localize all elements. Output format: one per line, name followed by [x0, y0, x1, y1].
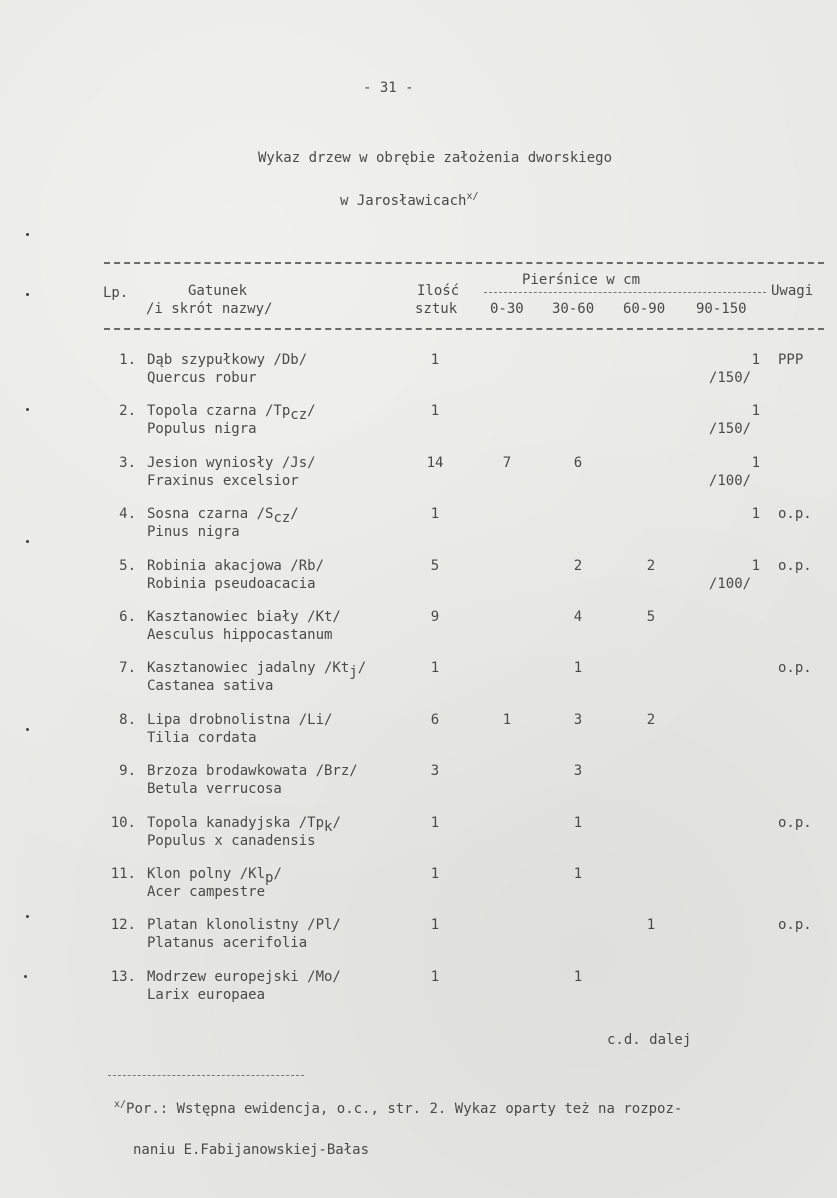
- species-name-text: Kasztanowiec jadalny /Kt: [147, 660, 350, 677]
- table-row: [0, 917, 837, 969]
- remarks: o.p.: [778, 557, 812, 574]
- header-gatunek: Gatunek: [188, 283, 248, 299]
- species-latin-name: Larix europaea: [147, 986, 266, 1003]
- table-row: [0, 969, 837, 1021]
- row-number: 7.: [119, 660, 136, 677]
- count-0-30: 1: [502, 711, 512, 728]
- species-abbrev-end: /: [332, 814, 341, 831]
- species-latin-name: Pinus nigra: [147, 524, 240, 541]
- header-lp: Lp.: [103, 285, 129, 301]
- species-abbrev-subscript: j: [349, 664, 358, 681]
- header-range-30-60: 30-60: [552, 301, 595, 317]
- species-name: [147, 558, 324, 574]
- document-title-line2: [340, 189, 478, 209]
- footnote-line2: naniu E.Fabijanowskiej-Bałas: [133, 1142, 370, 1158]
- count-30-60: 1: [573, 968, 583, 985]
- species-abbrev-end: /: [273, 866, 282, 882]
- remarks: o.p.: [778, 814, 812, 831]
- circumference-note: /150/: [708, 421, 752, 438]
- row-number: 3.: [119, 454, 136, 471]
- header-range-0-30: 0-30: [490, 301, 524, 317]
- row-number: 11.: [110, 866, 136, 882]
- species-abbrev-subscript: k: [324, 818, 333, 835]
- quantity: 1: [430, 506, 440, 523]
- page-number: - 31 -: [363, 80, 414, 96]
- footnote-rule: [108, 1075, 304, 1076]
- quantity: 14: [426, 454, 444, 471]
- row-number: 2.: [119, 403, 136, 420]
- quantity: 5: [430, 557, 440, 574]
- species-latin-name: Populus x canadensis: [147, 832, 316, 849]
- quantity: 1: [430, 968, 440, 985]
- header-uwagi: Uwagi: [771, 283, 814, 299]
- continuation-note: c.d. dalej: [607, 1032, 692, 1048]
- table-row: [0, 660, 837, 712]
- header-sub-rule: [484, 292, 766, 293]
- count-90-150: 1: [751, 403, 760, 420]
- species-latin-name: Aesculus hippocastanum: [147, 627, 333, 643]
- header-gatunek-sub: /i skrót nazwy/: [146, 301, 273, 317]
- species-name-text: Dąb szypułkowy /Db/: [147, 352, 308, 368]
- species-abbrev-end: /: [290, 506, 299, 523]
- row-number: 5.: [119, 557, 136, 574]
- species-name-text: Robinia akacjowa /Rb/: [147, 557, 325, 574]
- table-top-rule: [104, 262, 824, 264]
- count-30-60: 3: [573, 711, 583, 728]
- species-name: [147, 455, 316, 471]
- species-name-text: Platan klonolistny /Pl/: [147, 917, 341, 934]
- circumference-note: /100/: [708, 575, 752, 592]
- table-row: [0, 763, 837, 815]
- footnote-mark: x/: [114, 1099, 127, 1110]
- count-30-60: 1: [573, 866, 583, 882]
- margin-dot: [26, 233, 29, 236]
- remarks: o.p.: [778, 660, 812, 677]
- species-name: [147, 712, 332, 728]
- species-name-text: Topola czarna /Tp: [147, 403, 291, 420]
- species-abbrev-end: /: [357, 660, 367, 677]
- species-name-text: Sosna czarna /S: [147, 506, 274, 523]
- species-name-text: Jesion wyniosły /Js/: [147, 454, 316, 471]
- header-sztuk: sztuk: [415, 301, 458, 317]
- row-number: 10.: [110, 814, 136, 831]
- species-name: [147, 969, 341, 985]
- row-number: 4.: [119, 506, 136, 523]
- circumference-note: /150/: [708, 370, 752, 386]
- species-latin-name: Tilia cordata: [147, 729, 257, 746]
- quantity: 6: [430, 711, 440, 728]
- quantity: 1: [430, 814, 440, 831]
- remarks: o.p.: [778, 506, 812, 523]
- species-abbrev-subscript: p: [265, 870, 274, 886]
- table-row: [0, 866, 837, 918]
- species-name-text: Kasztanowiec biały /Kt/: [147, 609, 341, 625]
- species-abbrev-subscript: cz: [273, 510, 291, 527]
- title-place: w Jarosławicach: [340, 193, 467, 209]
- row-number: 1.: [119, 352, 136, 368]
- quantity: 3: [430, 763, 440, 780]
- row-number: 8.: [119, 711, 136, 728]
- species-latin-name: Betula verrucosa: [147, 781, 282, 798]
- species-name: [147, 917, 341, 933]
- count-60-90: 1: [646, 917, 656, 934]
- table-row: [0, 558, 837, 610]
- count-30-60: 1: [573, 814, 583, 831]
- species-latin-name: Robinia pseudoacacia: [147, 575, 316, 592]
- species-abbrev-subscript: cz: [290, 407, 308, 424]
- count-60-90: 2: [646, 711, 656, 728]
- row-number: 13.: [110, 968, 136, 985]
- table-row: [0, 352, 837, 404]
- quantity: 1: [430, 866, 440, 882]
- count-90-150: 1: [751, 454, 760, 471]
- header-range-60-90: 60-90: [623, 301, 666, 317]
- table-row: [0, 815, 837, 867]
- row-number: 12.: [110, 917, 136, 934]
- header-range-90-150: 90-150: [696, 301, 747, 317]
- remarks: PPP: [778, 352, 804, 368]
- species-name: [147, 866, 282, 886]
- species-name: [147, 352, 307, 368]
- species-latin-name: Acer campestre: [147, 884, 266, 900]
- header-ilosc: Ilość: [417, 283, 460, 299]
- count-30-60: 6: [573, 454, 583, 471]
- quantity: 9: [430, 609, 440, 625]
- species-name: [147, 815, 341, 835]
- species-name-text: Lipa drobnolistna /Li/: [147, 711, 333, 728]
- species-name: [147, 403, 316, 423]
- species-name: [147, 609, 341, 625]
- species-latin-name: Quercus robur: [147, 370, 257, 386]
- species-latin-name: Platanus acerifolia: [147, 935, 308, 952]
- count-90-150: 1: [751, 352, 760, 368]
- species-name: [147, 660, 366, 680]
- document-title-line1: Wykaz drzew w obrębie założenia dworskiego: [258, 150, 613, 166]
- table-row: [0, 403, 837, 455]
- table-row: [0, 712, 837, 764]
- remarks: o.p.: [778, 917, 812, 934]
- species-abbrev-end: /: [307, 403, 316, 420]
- species-latin-name: Castanea sativa: [147, 678, 274, 695]
- circumference-note: /100/: [708, 472, 752, 489]
- title-footnote-mark: x/: [466, 191, 479, 202]
- species-latin-name: Fraxinus excelsior: [147, 472, 299, 489]
- count-90-150: 1: [751, 506, 760, 523]
- count-30-60: 3: [573, 763, 583, 780]
- species-name-text: Topola kanadyjska /Tp: [147, 814, 325, 831]
- count-30-60: 1: [573, 660, 583, 677]
- species-name-text: Modrzew europejski /Mo/: [147, 968, 341, 985]
- count-90-150: 1: [751, 557, 760, 574]
- count-60-90: 5: [646, 609, 656, 625]
- count-30-60: 4: [573, 609, 583, 625]
- quantity: 1: [430, 917, 440, 934]
- quantity: 1: [430, 403, 440, 420]
- species-name: [147, 763, 358, 779]
- row-number: 6.: [119, 609, 136, 625]
- count-0-30: 7: [502, 454, 512, 471]
- margin-dot: [26, 293, 29, 296]
- row-number: 9.: [119, 763, 136, 780]
- header-bottom-rule: [104, 328, 824, 330]
- header-piersnice: Pierśnice w cm: [522, 272, 641, 288]
- quantity: 1: [430, 660, 440, 677]
- table-row: [0, 455, 837, 507]
- species-name: [147, 506, 299, 526]
- species-latin-name: Populus nigra: [147, 421, 257, 438]
- quantity: 1: [430, 352, 440, 368]
- table-row: [0, 506, 837, 558]
- count-30-60: 2: [573, 557, 583, 574]
- footnote-text: Por.: Wstępna ewidencja, o.c., str. 2. Wykaz oparty też na rozpoz-: [126, 1101, 683, 1117]
- species-name-text: Brzoza brodawkowata /Brz/: [147, 763, 358, 780]
- species-name-text: Klon polny /Kl: [147, 866, 266, 882]
- footnote-line1: [114, 1097, 682, 1117]
- count-60-90: 2: [646, 557, 656, 574]
- table-row: [0, 609, 837, 661]
